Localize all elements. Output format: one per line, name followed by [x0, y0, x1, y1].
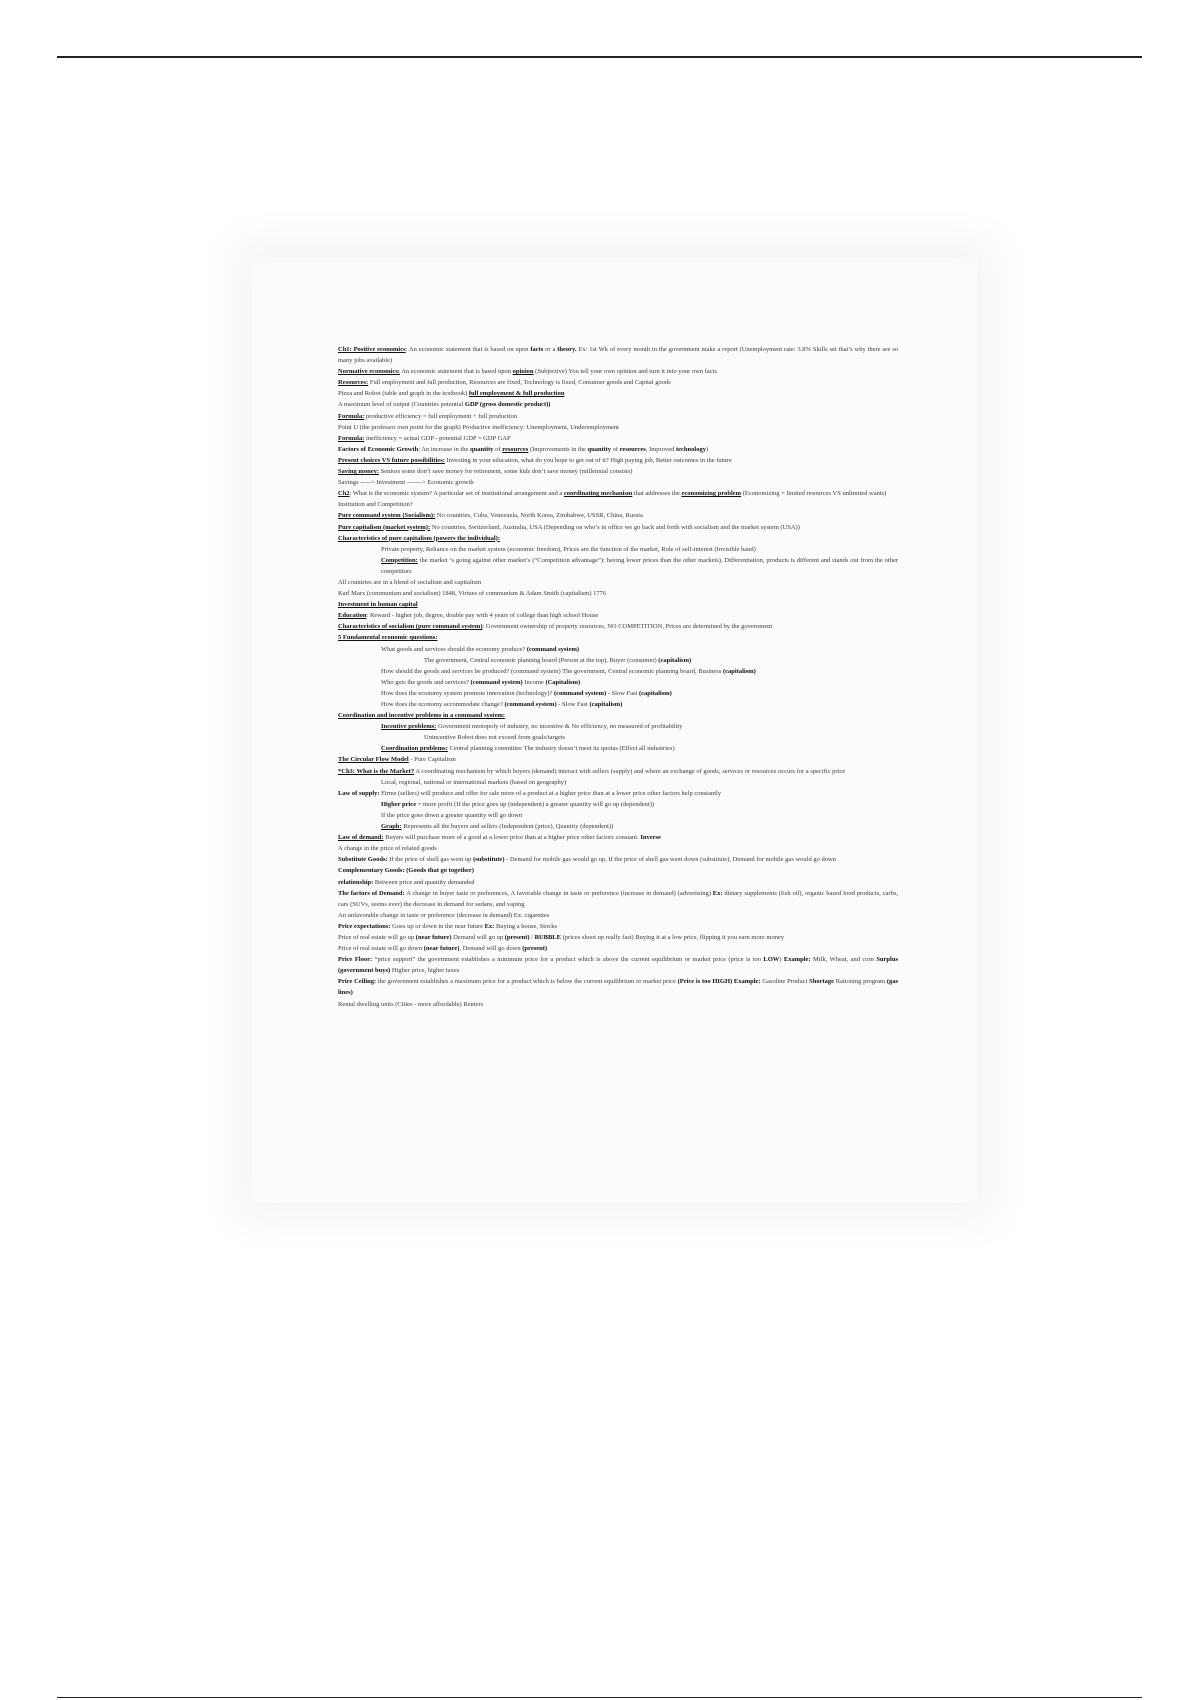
note-text: No countries, Cuba, Venezuela, North Korea, Zimbabwe, USSR, China, Russia [435, 512, 643, 520]
note-text: the government establishes a maximum price for a product which is below the current equilibrium or market price [376, 978, 678, 986]
note-term: (Price is too HIGH) Example: [677, 978, 761, 986]
note-line [338, 821, 898, 832]
note-text: (Improvements in the [528, 445, 588, 453]
note-term: quantity [470, 445, 494, 453]
note-text: : Government ownership of property resources, NO COMPETITION, Prices are determined by the government [482, 623, 773, 631]
note-text: Savings -----> Investment -------> Economic growth [338, 479, 474, 487]
note-term: Ch2 [338, 490, 350, 498]
note-line [338, 743, 898, 754]
note-text: : What is the economic system? A particular set of institutional arrangement and a [349, 490, 564, 498]
note-line [338, 366, 898, 377]
note-line [338, 632, 898, 643]
note-text: - Pure Capitalism [408, 756, 456, 764]
note-term: (present) [522, 945, 548, 953]
note-text: the market ‘s going against other market’s (“Competition advantage”): having lower prices than the other markets), Differentiation, products is different and stands out from the other competitors [381, 556, 898, 575]
note-term: Graph: [381, 823, 402, 831]
note-line [338, 699, 898, 710]
note-term: Price expectations: [338, 922, 391, 930]
note-term: Characteristics of socialism (pure command system) [338, 623, 483, 631]
note-text: An economic statement that is based upon [399, 368, 513, 376]
note-term: economizing problem [681, 490, 742, 498]
note-text: , Improved [645, 445, 676, 453]
note-term: Formula: [338, 434, 365, 442]
note-text: How does the economy accommodate change? [381, 701, 505, 708]
note-text: How should the goods and services be produced? (command system) The government, Central economic planning board, Business [381, 667, 723, 675]
note-term: Surplus (government buys) [338, 956, 898, 975]
note-text: = more profit (If the price goes up (independent) a greater quantity will go up (dependent)) [416, 800, 655, 808]
note-text: Between price and quantity demanded [373, 878, 475, 886]
note-term: Price Ceiling: [338, 978, 377, 986]
note-line [338, 621, 898, 632]
note-term: (command system) [526, 645, 580, 653]
note-term: Ch1: Positive economics [338, 346, 406, 353]
note-term: Shortage [809, 978, 835, 986]
note-line [338, 577, 898, 588]
note-line [338, 976, 898, 998]
note-line [338, 422, 898, 433]
note-term: Coordination problems: [381, 745, 448, 753]
note-text: Institution and Competition? [338, 501, 413, 509]
note-term: full employment & full production [468, 390, 565, 398]
note-line [338, 710, 898, 721]
note-text: What goods and services should the economy produce? [381, 645, 527, 653]
note-text: Central planning committee The industry doesn’t meet its quotas (Effect all industries) [447, 745, 675, 753]
note-term: (Capitalism) [545, 678, 581, 686]
note-text: : An increase in the [418, 445, 471, 453]
note-line [338, 644, 898, 655]
note-term: Factors of Economic Growth [338, 445, 419, 453]
note-text: How does the economy system promote innovation (technology)? [381, 689, 554, 697]
note-line [338, 444, 898, 455]
note-text: of [493, 445, 503, 453]
note-line [338, 344, 898, 366]
note-text: Ex: 1st Wk of every month in the government make a report (Unemployment rate: 3.8% Skills set that’s why there are so many jobs available) [338, 346, 898, 365]
note-line [338, 477, 898, 488]
note-term: Higher price [381, 800, 417, 808]
note-text: Karl Marx (communism and socialism) 1848, Virtues of communism & Adam Smith (capitalism) 1776 [338, 590, 607, 598]
note-text: Buyers will purchase more of a good at a lower price than at a higher price other factors constant. [383, 834, 641, 842]
note-term: (near future) [423, 945, 460, 953]
note-text: Rental dwelling units (Cities - more affordable) Renters [338, 1000, 484, 1008]
note-term: Ex: [712, 889, 723, 897]
note-line [338, 810, 898, 821]
note-line [338, 688, 898, 699]
note-term: (capitalism) [658, 656, 692, 664]
note-line [338, 455, 898, 466]
note-line [338, 544, 898, 555]
note-term: Complementary Goods: (Goods that go together) [338, 867, 474, 875]
note-text: The government, Central economic planning board (Person at the top), Buyer (consumer) [424, 656, 659, 664]
note-line [338, 754, 898, 765]
note-text: All countries are in a blend of socialism and capitalism [338, 578, 482, 586]
note-text: Rationing program [834, 978, 887, 986]
note-line [338, 533, 898, 544]
header-rule [57, 56, 1142, 58]
note-line [338, 954, 898, 976]
note-line [338, 788, 898, 799]
note-text: Buying a house, Stocks [494, 922, 557, 930]
note-term: Inverse [640, 834, 661, 842]
note-line [338, 799, 898, 810]
note-line [338, 522, 898, 533]
note-line [338, 888, 898, 910]
note-text: Price of real estate will go down [338, 945, 424, 953]
note-term: theory. [557, 346, 577, 353]
note-text: / [529, 933, 535, 941]
note-text: dietary supplements (fish oil), organic based food products, carbs, cars (SUVs, seems ever) the decrease in demand for sedans, and vaping [338, 889, 898, 908]
note-term: Pure capitalism (market system): [338, 523, 431, 531]
note-text: : Reward - higher job, degree, double pay with 4 years of college than high school House [366, 612, 599, 620]
note-text: A maximum level of output (Countries potential [338, 401, 465, 409]
note-text: Represents all the buyers and sellers (Independent (price), Quantity (dependent)) [401, 823, 614, 831]
note-text: ) [705, 445, 709, 453]
note-line [338, 877, 898, 888]
note-term: Competition: [381, 556, 418, 564]
note-term: *Ch3: What is the Market? [338, 767, 415, 775]
note-term: Incentive problems: [381, 723, 437, 731]
note-line [338, 599, 898, 610]
note-term: Law of supply: [338, 789, 380, 797]
note-line [338, 999, 898, 1010]
note-text: that addresses the [632, 490, 682, 498]
note-text: (Economizing = limited resources VS unlimited wants) [741, 490, 887, 498]
note-term: Example: [783, 956, 811, 964]
note-line [338, 499, 898, 510]
note-line [338, 777, 898, 788]
note-term: LOW [763, 956, 780, 964]
note-text: productive efficiency = full employment + full production [364, 412, 518, 420]
note-text: Gasoline Product [760, 978, 810, 986]
note-line [338, 510, 898, 521]
note-term: relationship: [338, 878, 374, 886]
note-text: Full employment and full production, Resources are fixed, Technology is fixed, Consumer goods and Capital goods [368, 379, 671, 387]
note-line [338, 843, 898, 854]
note-line [338, 399, 898, 410]
note-term: BUBBLE [534, 933, 561, 941]
note-text: Local, regional, national or international markets (based on geography) [381, 778, 567, 786]
note-line [338, 588, 898, 599]
note-term: facts [530, 346, 544, 353]
note-text: “price support” the government establishes a minimum price for a product which is above the current equilibrium or market price (price is too [372, 956, 764, 964]
note-text: A coordinating mechanism by which buyers (demand) interact with sellers (supply) and where an exchange of goods, services or resources occurs for a specific price [414, 767, 846, 775]
note-line [338, 932, 898, 943]
note-term: Formula: [338, 412, 365, 420]
note-text: : An economic statement that is based on upon [405, 346, 531, 353]
note-term: Coordination and incentive problems in a command system: [338, 712, 505, 720]
note-text: inefficiency = actual GDP - potential GDP = GDP GAP [364, 434, 511, 442]
note-text: ) [779, 956, 784, 964]
note-term: Normative economics: [338, 368, 400, 376]
note-text: Milk, Wheat, and corn [810, 956, 877, 964]
note-text: Income [522, 678, 546, 686]
note-line [338, 610, 898, 621]
note-term: resources [619, 445, 646, 453]
note-text: No countries, Switzerland, Australia, USA (Depending on who’s in office we go back and forth with socialism and the market system (USA)) [430, 523, 800, 531]
note-text: If the price goes down a greater quantity will go down [381, 811, 523, 819]
note-term: (command system) [470, 678, 523, 686]
note-text: An unfavorable change in taste or preference (decrease in demand) Ex: cigarettes [338, 911, 550, 919]
note-term: quantity [587, 445, 612, 453]
note-text: Price of real estate will go up [338, 933, 416, 941]
note-term: The Circular Flow Model [338, 756, 409, 764]
note-text: A change in the price of related goods [338, 845, 437, 853]
note-text: Private property, Reliance on the market system (economic freedom), Prices are the function of the market, Role of self-interest (Invisible hand) [381, 545, 756, 553]
note-text: Higher price, higher taxes [390, 967, 460, 975]
note-text: Point U (the professor own point for the graph) Productive inefficiency: Unemployment, Underemployment [338, 423, 619, 431]
note-term: Ex: [484, 922, 495, 930]
note-line [338, 655, 898, 666]
note-text: Goes up or down in the near future [390, 922, 485, 930]
note-line [338, 832, 898, 843]
note-term: opinion [512, 368, 534, 376]
note-term: technology [675, 445, 706, 453]
note-term: (capitalism) [638, 689, 672, 697]
note-text: Government monopoly of industry, no incentive & No efficiency, no measured of profitability [436, 723, 683, 731]
note-term: Saving money: [338, 468, 379, 476]
note-text: of [611, 445, 620, 453]
note-text: - Slow Fast [556, 701, 590, 708]
note-line [338, 433, 898, 444]
note-term: Pure command system (Socialism): [338, 512, 436, 520]
note-line [338, 377, 898, 388]
note-term: Price Floor: [338, 956, 373, 964]
note-text: (Subjective) You tell your own opinion and turn it into your own facts [533, 368, 717, 376]
note-text: Seniors some don’t save money for retirement, some kids don’t save money (millennial consists) [379, 468, 633, 476]
economics-notes-body [338, 344, 898, 1010]
note-term: GDP (gross domestic product)) [464, 401, 551, 409]
note-line [338, 411, 898, 422]
note-term: 5 Fundamental economic questions: [338, 634, 438, 642]
note-line [338, 666, 898, 677]
note-text: If the price of shell gas went up [387, 856, 474, 864]
note-term: Resources: [338, 379, 369, 387]
note-text: or a [543, 346, 558, 353]
note-text: , Demand will go down [459, 945, 523, 953]
note-line [338, 677, 898, 688]
note-term: (substitute) [473, 856, 505, 864]
note-text: Investing in your education, what do you hope to get out of it? High paying job, Better outcomes in the future [444, 456, 732, 464]
footer-rule [57, 1697, 1142, 1698]
note-line [338, 854, 898, 865]
note-line [338, 732, 898, 743]
note-text: Pizza and Robot (table and graph in the textbook) [338, 390, 469, 398]
note-term: (command system) [553, 689, 607, 697]
note-line [338, 865, 898, 876]
note-term: (gas lines) [338, 978, 899, 997]
note-line [338, 921, 898, 932]
note-term: (command system) [504, 701, 557, 708]
note-term: (capitalism) [722, 667, 756, 675]
note-term: coordinating mechanism [563, 490, 633, 498]
note-text: Firms (sellers) will produce and offer for sale more of a product at a higher price than at a lower price other factors help constantly [379, 789, 722, 797]
note-term: Characteristics of pure capitalism (powers the individual): [338, 534, 501, 542]
note-line [338, 766, 898, 777]
note-term: (near future) [415, 933, 452, 941]
note-term: The factors of Demand: [338, 889, 405, 897]
note-term: Present choices VS future possibilities: [338, 456, 445, 464]
note-term: Education [338, 612, 367, 620]
note-term: (capitalism) [589, 701, 623, 708]
note-text: Who gets the goods and services? [381, 678, 471, 686]
note-text: - Slow Fast [606, 689, 639, 697]
note-line [338, 721, 898, 732]
note-text: Demand will go up [451, 933, 505, 941]
note-term: resources [502, 445, 529, 453]
note-text: Unincentive Robot does not exceed from goals/targets [424, 734, 566, 742]
note-term: Law of demand: [338, 834, 384, 842]
note-term: (present) [504, 933, 530, 941]
note-line [338, 910, 898, 921]
note-line [338, 488, 898, 499]
note-text: A change in buyer taste or preferences, A favorable change in taste or preference (increase in demand) (advertising) [404, 889, 713, 897]
note-text: - Demand for mobile gas would go up, If the price of shell gas went down (substitute), Demand for mobile gas would go down [504, 856, 836, 864]
note-term: Investment in human capital [338, 601, 418, 609]
note-term: Substitute Goods: [338, 856, 388, 864]
note-text: (prices shoot up really fast) Buying it at a low price, flipping it you earn more money [560, 933, 785, 941]
note-line [338, 466, 898, 477]
note-line [338, 388, 898, 399]
note-line [338, 555, 898, 577]
note-line [338, 943, 898, 954]
